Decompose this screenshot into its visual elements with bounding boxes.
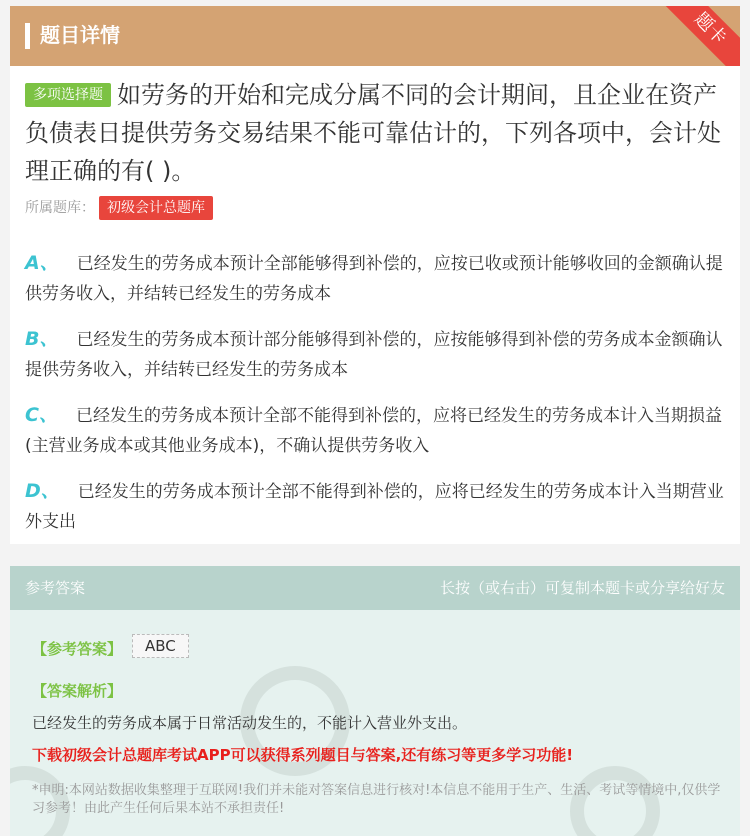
reference-answer-label: 【参考答案】 (32, 640, 123, 658)
header-bar (10, 6, 740, 66)
bank-tag[interactable]: 初级会计总题库 (99, 196, 213, 220)
page-title: 题目详情 (40, 23, 120, 47)
share-hint: 长按（或右击）可复制本题卡或分享给好友 (439, 579, 725, 597)
option-letter: A、 (25, 252, 59, 274)
answer-header-title: 参考答案 (25, 579, 86, 597)
question-text-block (25, 76, 725, 190)
option-a[interactable] (25, 248, 725, 309)
card-ribbon: 题卡 (657, 6, 740, 66)
analysis-text: 已经发生的劳务成本属于日常活动发生的，不能计入营业外支出。 (32, 714, 468, 732)
option-text: 已经发生的劳务成本预计全部不能得到补偿的，应将已经发生的劳务成本计入当期损益(主营业务成本或其他业务成本)，不确认提供劳务收入 (25, 406, 722, 456)
option-letter: D、 (25, 480, 60, 502)
option-text: 已经发生的劳务成本预计全部不能得到补偿的，应将已经发生的劳务成本计入当期营业外支出 (25, 482, 724, 532)
answer-header (10, 566, 740, 610)
reference-answer-value: ABC (132, 634, 189, 658)
option-text: 已经发生的劳务成本预计部分能够得到补偿的，应按能够得到补偿的劳务成本金额确认提供劳务收入，并结转已经发生的劳务成本 (25, 330, 723, 380)
option-letter: B、 (25, 328, 59, 350)
option-letter: C、 (25, 404, 58, 426)
disclaimer-text: *申明:本网站数据收集整理于互联网!我们并未能对答案信息进行核对!本信息不能用于生产、生活、考试等情境中,仅供学习参考！由此产生任何后果本站不承担责任! (32, 783, 721, 816)
option-c[interactable] (25, 400, 725, 461)
option-d[interactable] (25, 476, 725, 537)
question-text: 如劳务的开始和完成分属不同的会计期间，且企业在资产负债表日提供劳务交易结果不能可靠估计的，下列各项中，会计处理正确的有( )。 (25, 81, 721, 185)
title-accent-bar (25, 23, 30, 49)
options-list (25, 248, 725, 552)
app-promo-link[interactable]: 下载初级会计总题库考试APP可以获得系列题目与答案,还有练习等更多学习功能! (32, 746, 574, 764)
question-bank-row (25, 196, 213, 220)
answer-section (10, 566, 740, 836)
option-b[interactable] (25, 324, 725, 385)
bank-label: 所属题库： (25, 200, 95, 216)
question-type-tag: 多项选择题 (25, 83, 111, 107)
question-card (10, 66, 740, 544)
option-text: 已经发生的劳务成本预计全部能够得到补偿的，应按已收或预计能够收回的金额确认提供劳务收入，并结转已经发生的劳务成本 (25, 254, 723, 304)
analysis-label: 【答案解析】 (32, 682, 123, 700)
